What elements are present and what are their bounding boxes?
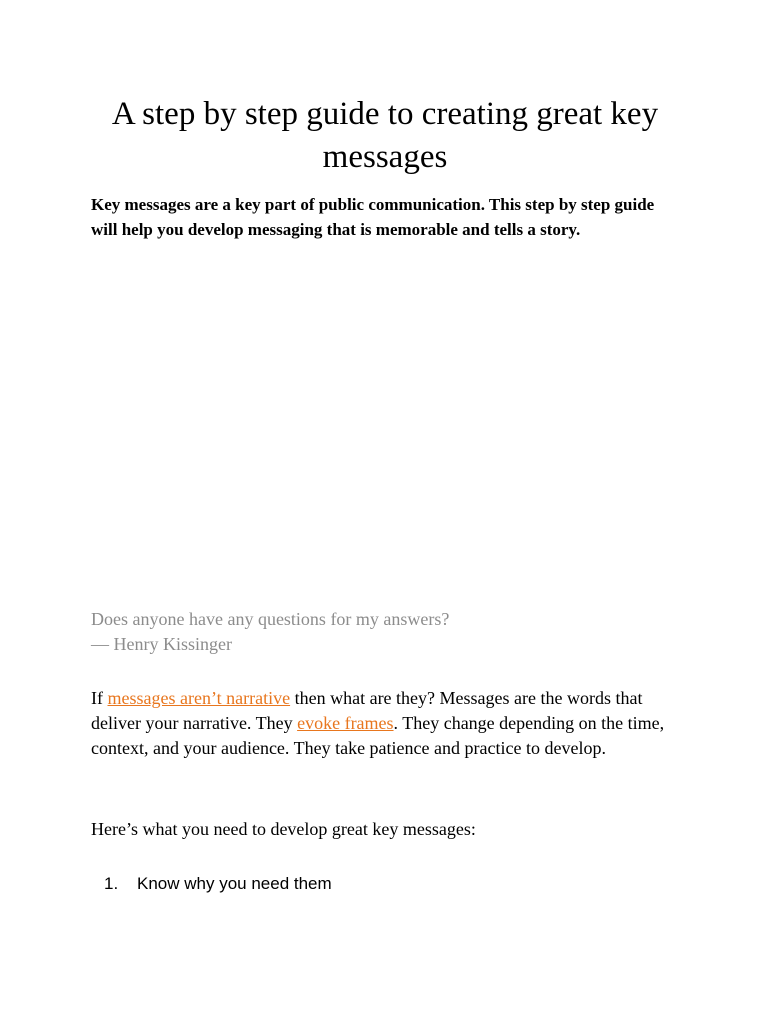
step-number: 1. <box>104 874 119 893</box>
steps-lead-in: Here’s what you need to develop great key messages: <box>91 819 476 839</box>
evoke-frames-link[interactable]: evoke frames <box>297 713 394 733</box>
document-title: A step by step guide to creating great key messages <box>111 96 659 175</box>
step-item <box>104 872 664 896</box>
quote-block <box>91 607 681 657</box>
body-text-part-1: If <box>91 688 108 708</box>
quote-text: Does anyone have any questions for my answers? <box>91 609 450 629</box>
body-text-part-3: . They change depending on the time, context, and your audience. They take patience and practice to develop. <box>91 713 665 758</box>
messages-narrative-link[interactable]: messages aren’t narrative <box>107 688 291 708</box>
body-text-part-2: then what are they? Messages are the words that deliver your narrative. They <box>91 688 643 733</box>
quote-attribution: — Henry Kissinger <box>91 634 232 654</box>
steps-list <box>104 872 664 896</box>
intro-paragraph: Key messages are a key part of public communication. This step by step guide will help you develop messaging that is memorable and tells a story. <box>91 195 655 239</box>
step-text: Know why you need them <box>137 874 332 893</box>
body-paragraph <box>91 686 691 761</box>
